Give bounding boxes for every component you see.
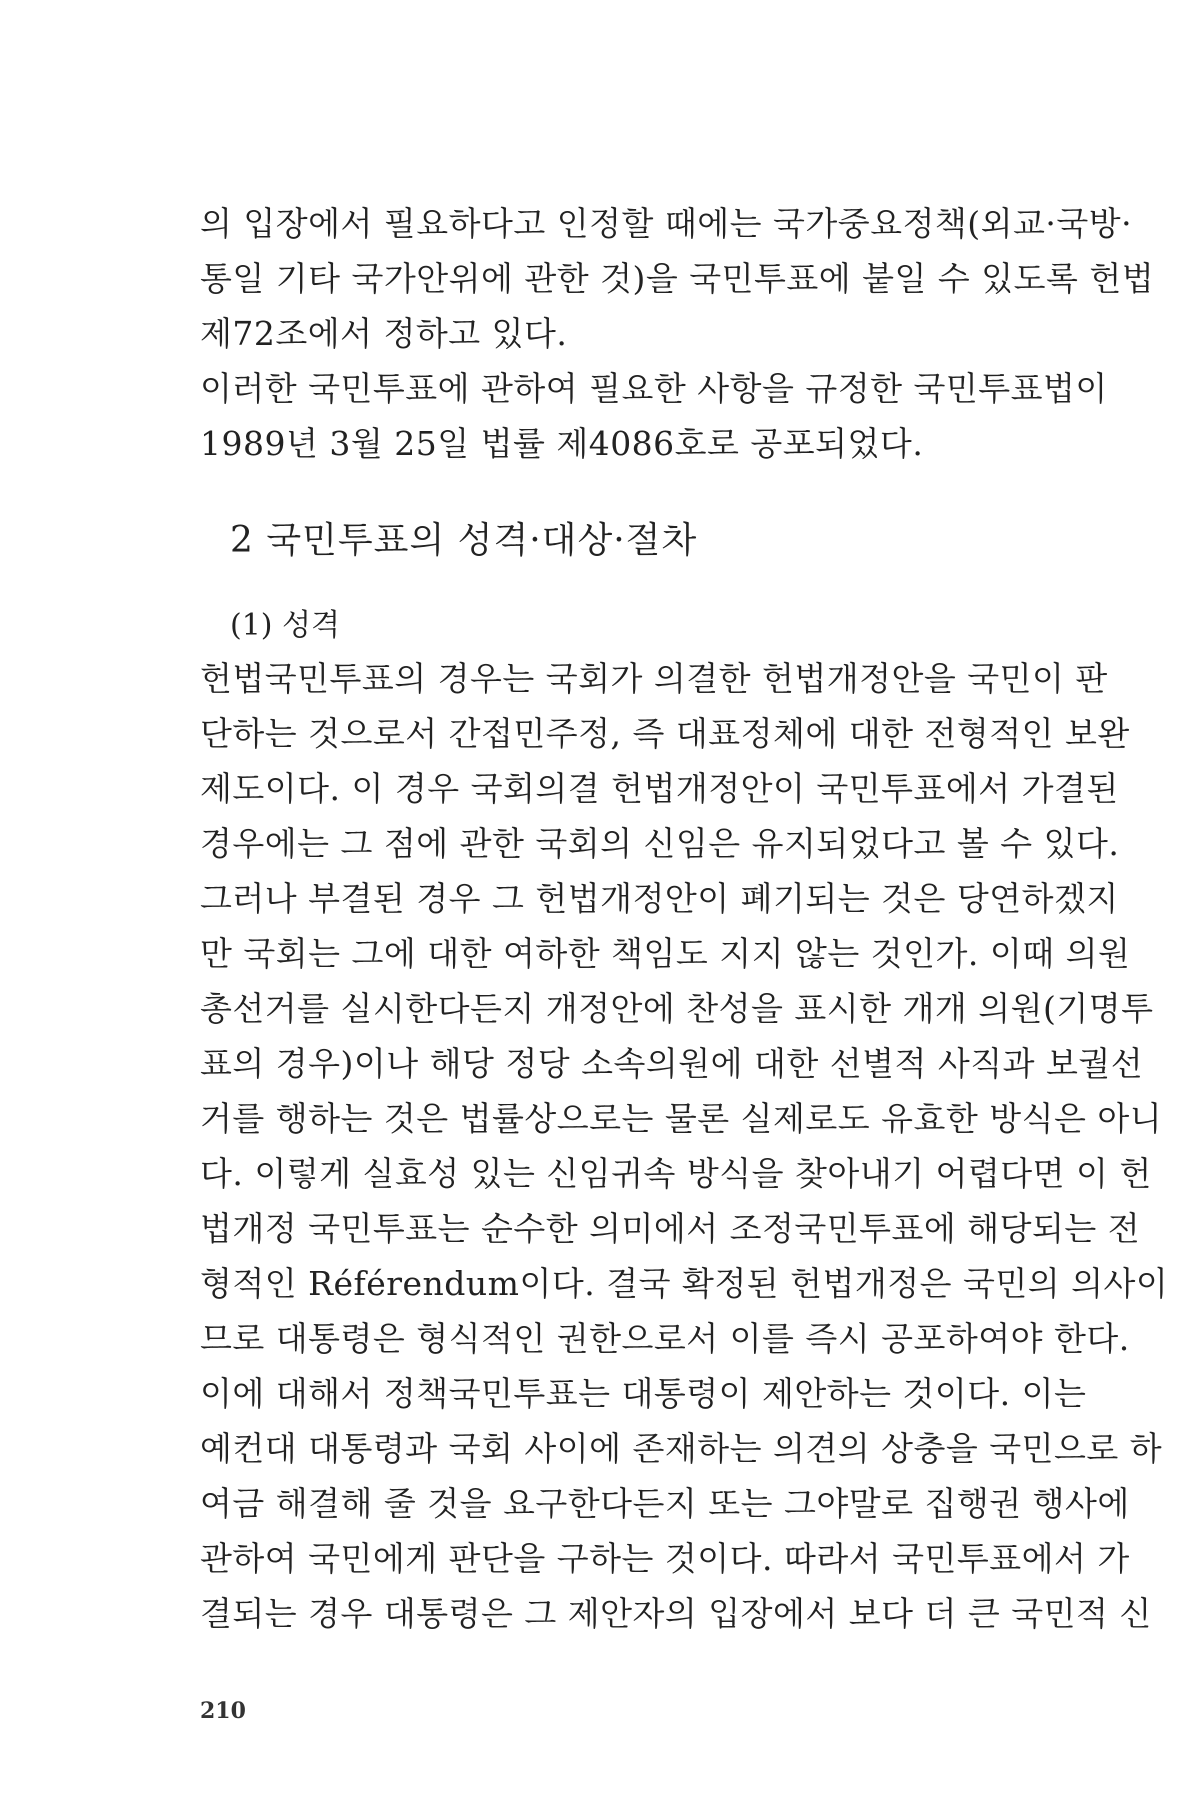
paragraph [200,651,1130,871]
text-line: 제72조에서 정하고 있다. [200,314,568,353]
text-line: 이러한 국민투표에 관하여 필요한 사항을 규정한 국민투표법이 [200,369,1108,408]
text-line: 만 국회는 그에 대한 여하한 책임도 지지 않는 것인가. 이때 의원 [200,934,1131,973]
text-line: 헌법국민투표의 경우는 국회가 의결한 헌법개정안을 국민이 판 [200,659,1108,698]
text-line: 1989년 3월 25일 법률 제4086호로 공포되었다. [200,424,924,463]
paragraph [200,361,1108,471]
text-line: 표의 경우)이나 해당 정당 소속의원에 대한 선별적 사직과 보궐선 [200,1044,1144,1083]
text-line: 므로 대통령은 형식적인 권한으로서 이를 즉시 공포하여야 한다. [200,1319,1130,1358]
text-line: 관하여 국민에게 판단을 구하는 것이다. 따라서 국민투표에서 가 [200,1539,1130,1578]
text-line: 예컨대 대통령과 국회 사이에 존재하는 의견의 상충을 국민으로 하 [200,1429,1163,1468]
text-line: 의 입장에서 필요하다고 인정할 때에는 국가중요정책(외교·국방· [200,204,1133,243]
text-line: 법개정 국민투표는 순수한 의미에서 조정국민투표에 해당되는 전 [200,1209,1141,1248]
subsection-heading: (1) 성격 [230,608,340,643]
paragraph [200,1366,1163,1641]
text-line: 형적인 Référendum이다. 결국 확정된 헌법개정은 국민의 의사이 [200,1264,1169,1303]
paragraph [200,196,1155,361]
text-line: 거를 행하는 것은 법률상으로는 물론 실제로도 유효한 방식은 아니 [200,1099,1163,1138]
text-line: 제도이다. 이 경우 국회의결 헌법개정안이 국민투표에서 가결된 [200,769,1119,808]
text-line: 통일 기타 국가안위에 관한 것)을 국민투표에 붙일 수 있도록 헌법 [200,259,1155,298]
text-line: 이에 대해서 정책국민투표는 대통령이 제안하는 것이다. 이는 [200,1374,1087,1413]
text-line: 총선거를 실시한다든지 개정안에 찬성을 표시한 개개 의원(기명투 [200,989,1154,1028]
text-line: 단하는 것으로서 간접민주정, 즉 대표정체에 대한 전형적인 보완 [200,714,1130,753]
text-line: 그러나 부결된 경우 그 헌법개정안이 폐기되는 것은 당연하겠지 [200,879,1119,918]
text-line: 여금 해결해 줄 것을 요구한다든지 또는 그야말로 집행권 행사에 [200,1484,1130,1523]
section-heading: 2 국민투표의 성격·대상·절차 [230,520,698,561]
text-line: 경우에는 그 점에 관한 국회의 신임은 유지되었다고 볼 수 있다. [200,824,1120,863]
paragraph [200,871,1169,1366]
page-number: 210 [200,1698,246,1724]
text-line: 결되는 경우 대통령은 그 제안자의 입장에서 보다 더 큰 국민적 신 [200,1594,1152,1633]
text-line: 다. 이렇게 실효성 있는 신임귀속 방식을 찾아내기 어렵다면 이 헌 [200,1154,1152,1193]
page-body [200,196,1169,1641]
